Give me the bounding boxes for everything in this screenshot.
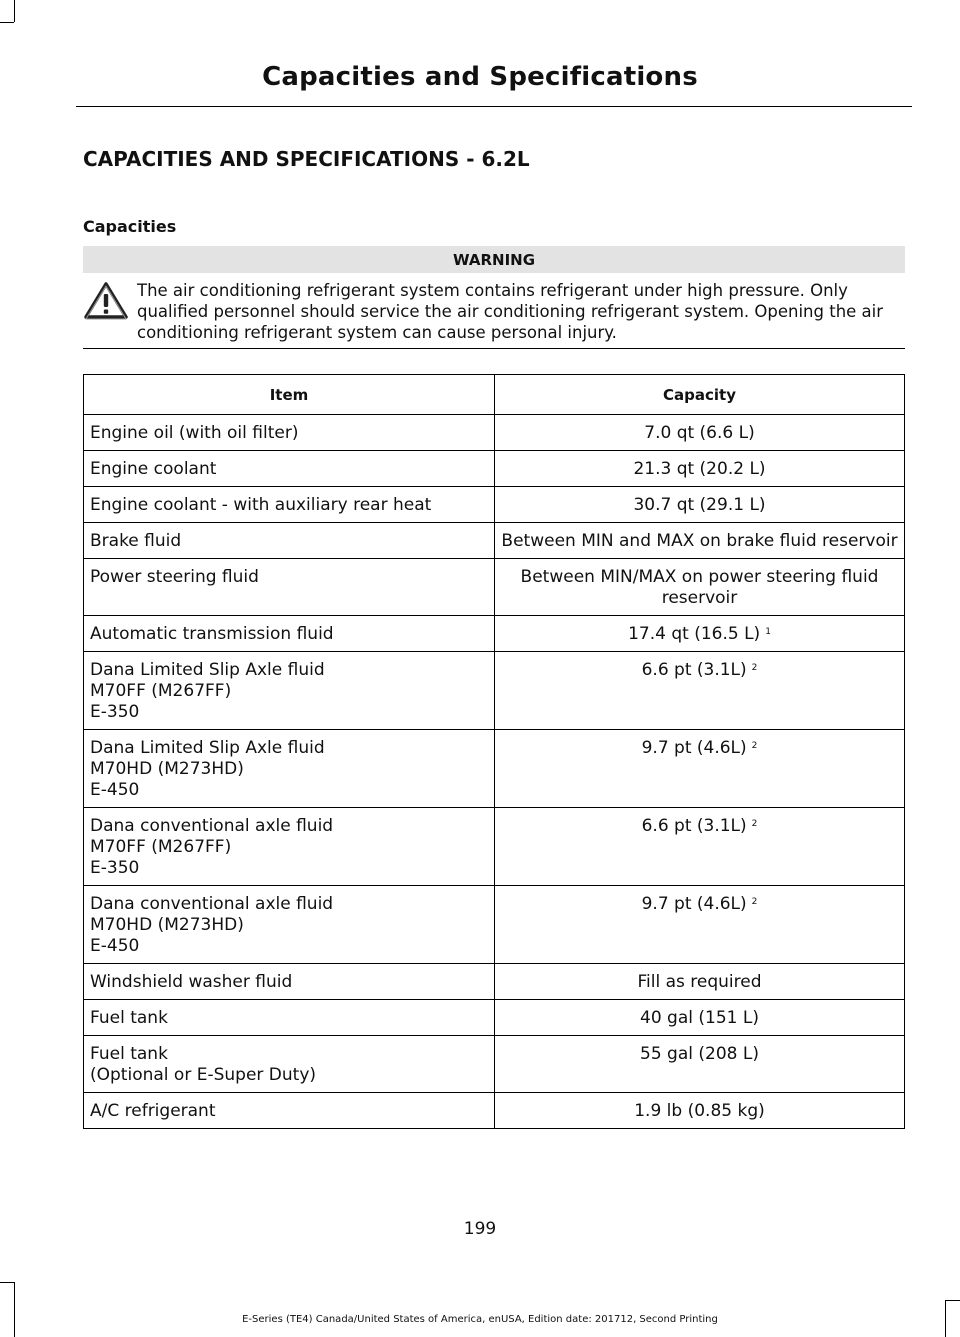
table-row (84, 1000, 905, 1036)
item-cell (84, 451, 495, 487)
item-line: Fuel tank (90, 1008, 168, 1028)
item-line: Dana conventional axle fluid (90, 894, 334, 914)
capacity-value: 17.4 qt (16.5 L) (628, 624, 761, 644)
table-row (84, 487, 905, 523)
footnote-marker: 2 (751, 819, 758, 829)
section-title: CAPACITIES AND SPECIFICATIONS - 6.2L (83, 147, 530, 171)
item-line: Fuel tank (90, 1044, 168, 1064)
item-cell (84, 559, 495, 616)
table-row (84, 886, 905, 964)
item-line: (Optional or E-Super Duty) (90, 1065, 317, 1085)
capacity-cell (495, 451, 905, 487)
crop-mark (14, 0, 15, 22)
capacity-value: 55 gal (208 L) (640, 1044, 759, 1064)
item-cell (84, 523, 495, 559)
capacity-value: 7.0 qt (6.6 L) (644, 423, 755, 443)
capacity-cell (495, 415, 905, 451)
item-cell (84, 487, 495, 523)
table-header-row (84, 375, 905, 415)
item-line: Dana Limited Slip Axle fluid (90, 738, 325, 758)
capacity-cell (495, 652, 905, 730)
item-cell (84, 1036, 495, 1093)
item-cell (84, 730, 495, 808)
item-cell (84, 808, 495, 886)
footnote-marker: 2 (751, 741, 758, 751)
capacity-value: 1.9 lb (0.85 kg) (634, 1101, 765, 1121)
capacity-cell (495, 808, 905, 886)
page-header-title: Capacities and Specifications (262, 62, 698, 92)
footnote-marker: 2 (751, 663, 758, 673)
column-header-item: Item (84, 375, 495, 415)
capacity-cell (495, 616, 905, 652)
item-cell (84, 415, 495, 451)
capacities-table (83, 374, 905, 1129)
item-line: M70HD (M273HD) (90, 759, 244, 779)
table-row (84, 616, 905, 652)
item-line: M70HD (M273HD) (90, 915, 244, 935)
item-cell (84, 1000, 495, 1036)
page-footer: E-Series (TE4) Canada/United States of America, enUSA, Edition date: 201712, Second Printing (242, 1314, 718, 1325)
warning-divider (83, 348, 905, 349)
item-line: Windshield washer fluid (90, 972, 293, 992)
table-row (84, 652, 905, 730)
table-row (84, 523, 905, 559)
table-row (84, 1093, 905, 1129)
table-row (84, 808, 905, 886)
capacity-value: 21.3 qt (20.2 L) (633, 459, 766, 479)
table-row (84, 730, 905, 808)
capacity-value: 6.6 pt (3.1L) (641, 660, 747, 680)
table-row (84, 451, 905, 487)
header-divider (76, 106, 912, 107)
capacity-cell (495, 487, 905, 523)
item-line: E-350 (90, 702, 140, 722)
crop-mark (945, 1300, 960, 1301)
capacity-value: 30.7 qt (29.1 L) (633, 495, 766, 515)
table-row (84, 964, 905, 1000)
capacity-value: Between MIN/MAX on power steering fluid reservoir (520, 567, 879, 608)
item-line: E-450 (90, 936, 140, 956)
item-cell (84, 886, 495, 964)
item-cell (84, 964, 495, 1000)
item-cell (84, 652, 495, 730)
capacity-value: Between MIN and MAX on brake fluid reservoir (501, 531, 898, 551)
warning-label: WARNING (452, 250, 536, 269)
capacity-value: 40 gal (151 L) (640, 1008, 759, 1028)
capacity-cell (495, 730, 905, 808)
table-row (84, 415, 905, 451)
item-line: Automatic transmission fluid (90, 624, 334, 644)
capacity-cell (495, 886, 905, 964)
item-line: E-350 (90, 858, 140, 878)
crop-mark (0, 22, 14, 23)
footnote-marker: 2 (751, 897, 758, 907)
warning-triangle-icon (83, 281, 129, 321)
item-line: A/C refrigerant (90, 1101, 216, 1121)
item-line: Engine oil (with oil filter) (90, 423, 299, 443)
capacity-value: 6.6 pt (3.1L) (641, 816, 747, 836)
capacity-value: 9.7 pt (4.6L) (641, 738, 747, 758)
page-number: 199 (463, 1219, 497, 1239)
item-line: M70FF (M267FF) (90, 681, 232, 701)
crop-mark (0, 1282, 14, 1283)
capacity-value: 9.7 pt (4.6L) (641, 894, 747, 914)
capacity-cell (495, 964, 905, 1000)
item-line: Brake fluid (90, 531, 182, 551)
warning-text: The air conditioning refrigerant system contains refrigerant under high pressure. Only qualified personnel should service the air conditioning refrigerant system. Opening the air conditioning refrigerant system can cause personal injury. (137, 281, 884, 342)
item-line: Power steering fluid (90, 567, 259, 587)
item-line: Engine coolant - with auxiliary rear heat (90, 495, 432, 515)
capacity-cell (495, 1093, 905, 1129)
item-line: Dana Limited Slip Axle fluid (90, 660, 325, 680)
capacity-cell (495, 1000, 905, 1036)
item-line: Engine coolant (90, 459, 217, 479)
warning-banner (83, 246, 905, 273)
item-line: M70FF (M267FF) (90, 837, 232, 857)
capacity-value: Fill as required (637, 972, 762, 992)
table-row (84, 559, 905, 616)
capacity-cell (495, 523, 905, 559)
crop-mark (14, 1282, 15, 1337)
capacity-cell (495, 1036, 905, 1093)
table-row (84, 1036, 905, 1093)
footnote-marker: 1 (765, 627, 771, 637)
item-cell (84, 1093, 495, 1129)
item-line: Dana conventional axle fluid (90, 816, 334, 836)
item-line: E-450 (90, 780, 140, 800)
capacity-cell (495, 559, 905, 616)
column-header-capacity: Capacity (495, 375, 905, 415)
subsection-title: Capacities (83, 217, 177, 236)
item-cell (84, 616, 495, 652)
